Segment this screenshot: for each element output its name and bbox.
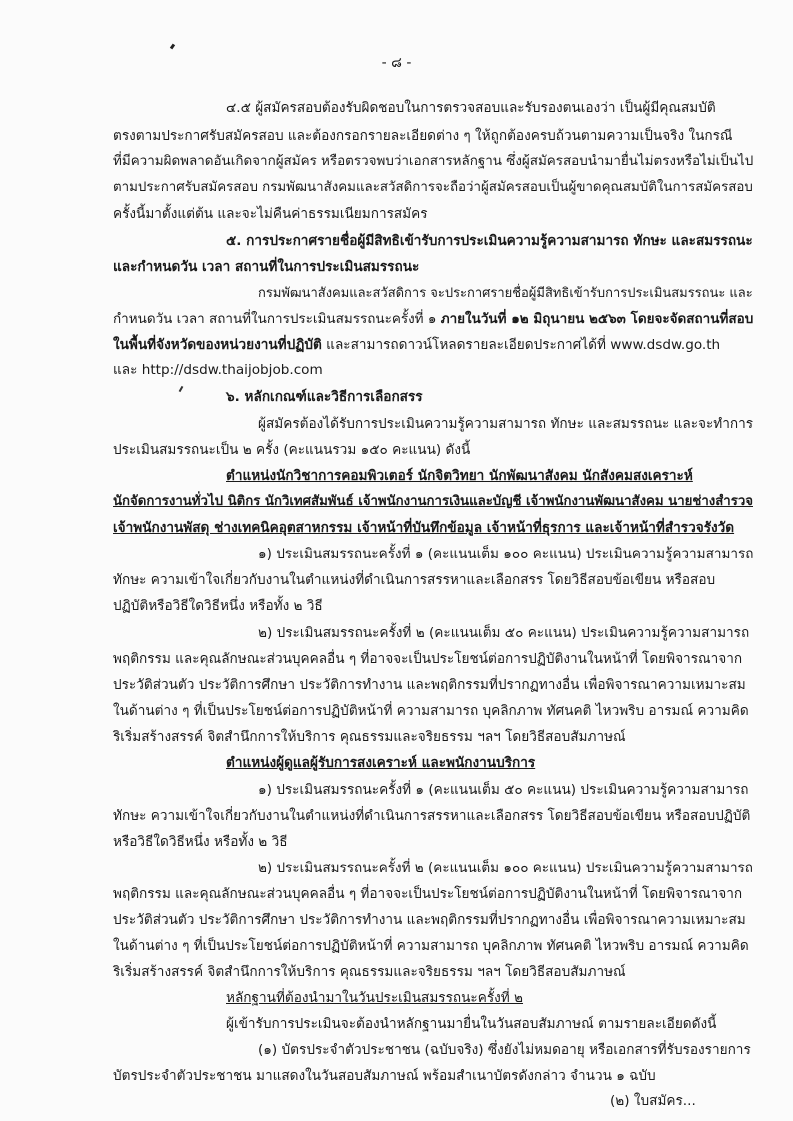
group2-assessment1: ๑) ประเมินสมรรถนะครั้งที่ ๑ (คะแนนเต็ม ๕๐ คะแนน) ประเมินความรู้ความสามารถ [258,782,749,798]
sec5-paragraph: กรมพัฒนาสังคมและสวัสดิการ จะประกาศรายชื่อผู้มีสิทธิเข้ารับการประเมินสมรรถนะ และ [258,286,753,301]
sec6-heading: ๖. หลักเกณฑ์และวิธีการเลือกสรร [226,389,423,405]
sec45-line: ตรงตามประกาศรับสมัครสอบ และต้องกรอกรายละเอียดต่าง ๆ ให้ถูกต้องครบถ้วนตามความเป็นจริง ในกรณี [113,128,733,144]
group1-title: ตำแหน่งนักวิชาการคอมพิวเตอร์ นักจิตวิทยา นักพัฒนาสังคม นักสังคมสงเคราะห์ [226,468,693,484]
group2-assessment2: ในด้านต่าง ๆ ที่เป็นประโยชน์ต่อการปฏิบัติหน้าที่ ความสามารถ บุคลิกภาพ ทัศนคติ ไหวพริบ อารมณ์ ความคิด [113,938,749,954]
page-number: - ๘ - [381,55,412,71]
sec45-line: ตามประกาศรับสมัครสอบ กรมพัฒนาสังคมและสวัสดิการจะถือว่าผู้สมัครสอบเป็นผู้ขาดคุณสมบัติในการสมัครสอบ [113,180,753,195]
scan-mark [179,386,184,392]
group1-title: นักจัดการงานทั่วไป นิติกร นักวิเทศสัมพันธ์ เจ้าพนักงานการเงินและบัญชี เจ้าพนักงานพัฒนาสังคม นายช่างสำรวจ [113,494,753,509]
sec5-heading: และกำหนดวัน เวลา สถานที่ในการประเมินสมรรถนะ [113,259,420,275]
group2-assessment2: ประวัติส่วนตัว ประวัติการศึกษา ประวัติการทำงาน และพฤติกรรมที่ปรากฏทางอื่น เพื่อพิจารณาความเหมาะสม [113,912,746,928]
sec6-paragraph: ผู้สมัครต้องได้รับการประเมินความรู้ความสามารถ ทักษะ และสมรรถนะ และจะทำการ [258,416,754,432]
group2-assessment1: หรือวิธีใดวิธีหนึ่ง หรือทั้ง ๒ วิธี [113,834,288,850]
group2-assessment2: ริเริ่มสร้างสรรค์ จิตสำนึกการให้บริการ คุณธรรมและจริยธรรม ฯลฯ โดยวิธีสอบสัมภาษณ์ [113,964,626,980]
group2-assessment2: ๒) ประเมินสมรรถนะครั้งที่ ๒ (คะแนนเต็ม ๑๐๐ คะแนน) ประเมินความรู้ความสามารถ [258,860,753,876]
group1-assessment1: ปฏิบัติหรือวิธีใดวิธีหนึ่ง หรือทั้ง ๒ วิธี [113,598,323,614]
group1-assessment2: ริเริ่มสร้างสรรค์ จิตสำนึกการให้บริการ คุณธรรมและจริยธรรม ฯลฯ โดยวิธีสอบสัมภาษณ์ [113,729,626,745]
group1-assessment1: ๑) ประเมินสมรรถนะครั้งที่ ๑ (คะแนนเต็ม ๑๐๐ คะแนน) ประเมินความรู้ความสามารถ [258,546,754,562]
sec5-deadline: ภายในวันที่ ๑๒ มิถุนายน ๒๕๖๓ โดยจะจัดสถานที่สอบ [440,311,754,327]
sec5-location: ในพื้นที่จังหวัดของหน่วยงานที่ปฏิบัติ [113,337,322,353]
sec6-paragraph: ประเมินสมรรถนะเป็น ๒ ครั้ง (คะแนนรวม ๑๕๐ คะแนน) ดังนี้ [113,442,471,458]
sec5-paragraph [113,311,753,327]
group1-title: เจ้าพนักงานพัสดุ ช่างเทคนิคอุตสาหกรรม เจ้าหน้าที่บันทึกข้อมูล เจ้าหน้าที่ธุรการ และเจ้าหน้าที่สำรวจรังวัด [113,520,735,536]
sec5-text: กำหนดวัน เวลา สถานที่ในการประเมินสมรรถนะครั้งที่ ๑ [113,311,441,327]
sec5-text: และสามารถดาวน์โหลดรายละเอียดประกาศได้ที่ www.dsdw.go.th [321,337,721,353]
group1-assessment2: พฤติกรรม และคุณลักษณะส่วนบุคคลอื่น ๆ ที่อาจจะเป็นประโยชน์ต่อการปฏิบัติงานในหน้าที่ โดยพิจารณาจาก [113,651,743,667]
evidence-item: บัตรประจำตัวประชาชน มาแสดงในวันสอบสัมภาษณ์ พร้อมสำเนาบัตรดังกล่าว จำนวน ๑ ฉบับ [113,1068,656,1084]
group1-assessment2: ๒) ประเมินสมรรถนะครั้งที่ ๒ (คะแนนเต็ม ๕๐ คะแนน) ประเมินความรู้ความสามารถ [258,625,750,641]
scan-mark [170,44,175,50]
sec45-line: ครั้งนี้มาตั้งแต่ต้น และจะไม่คืนค่าธรรมเนียมการสมัคร [113,206,428,222]
sec5-paragraph [113,337,720,353]
evidence-heading: หลักฐานที่ต้องนำมาในวันประเมินสมรรถนะครั้งที่ ๒ [226,990,524,1006]
group2-title: ตำแหน่งผู้ดูแลผู้รับการสงเคราะห์ และพนักงานบริการ [226,755,536,771]
sec45-line: ที่มีความผิดพลาดอันเกิดจากผู้สมัคร หรือตรวจพบว่าเอกสารหลักฐาน ซึ่งผู้สมัครสอบนำมายื่นไม่ตรงหรือไม่เป็นไป [113,154,754,169]
sec5-heading: ๕. การประกาศรายชื่อผู้มีสิทธิเข้ารับการประเมินความรู้ความสามารถ ทักษะ และสมรรถนะ [226,233,753,249]
group1-assessment1: ทักษะ ความเข้าใจเกี่ยวกับงานในตำแหน่งที่ดำเนินการสรรหาและเลือกสรร โดยวิธีสอบข้อเขียน หรือสอบ [113,572,716,588]
group1-assessment2: ในด้านต่าง ๆ ที่เป็นประโยชน์ต่อการปฏิบัติหน้าที่ ความสามารถ บุคลิกภาพ ทัศนคติ ไหวพริบ อารมณ์ ความคิด [113,703,749,719]
sec5-paragraph: และ http://dsdw.thaijobjob.com [113,362,323,378]
evidence-item: (๑) บัตรประจำตัวประชาชน (ฉบับจริง) ซึ่งยังไม่หมดอายุ หรือเอกสารที่รับรองรายการ [258,1042,751,1058]
continued-marker: (๒) ใบสมัคร... [610,1093,696,1109]
evidence-paragraph: ผู้เข้ารับการประเมินจะต้องนำหลักฐานมายื่นในวันสอบสัมภาษณ์ ตามรายละเอียดดังนี้ [226,1016,717,1032]
group2-assessment2: พฤติกรรม และคุณลักษณะส่วนบุคคลอื่น ๆ ที่อาจจะเป็นประโยชน์ต่อการปฏิบัติงานในหน้าที่ โดยพิจารณาจาก [113,886,743,902]
sec45-line: ๔.๕ ผู้สมัครสอบต้องรับผิดชอบในการตรวจสอบและรับรองตนเองว่า เป็นผู้มีคุณสมบัติ [226,100,716,116]
group1-assessment2: ประวัติส่วนตัว ประวัติการศึกษา ประวัติการทำงาน และพฤติกรรมที่ปรากฏทางอื่น เพื่อพิจารณาความเหมาะสม [113,677,746,693]
group2-assessment1: ทักษะ ความเข้าใจเกี่ยวกับงานในตำแหน่งที่ดำเนินการสรรหาและเลือกสรร โดยวิธีสอบข้อเขียน หรือสอบปฏิบัติ [113,808,751,824]
